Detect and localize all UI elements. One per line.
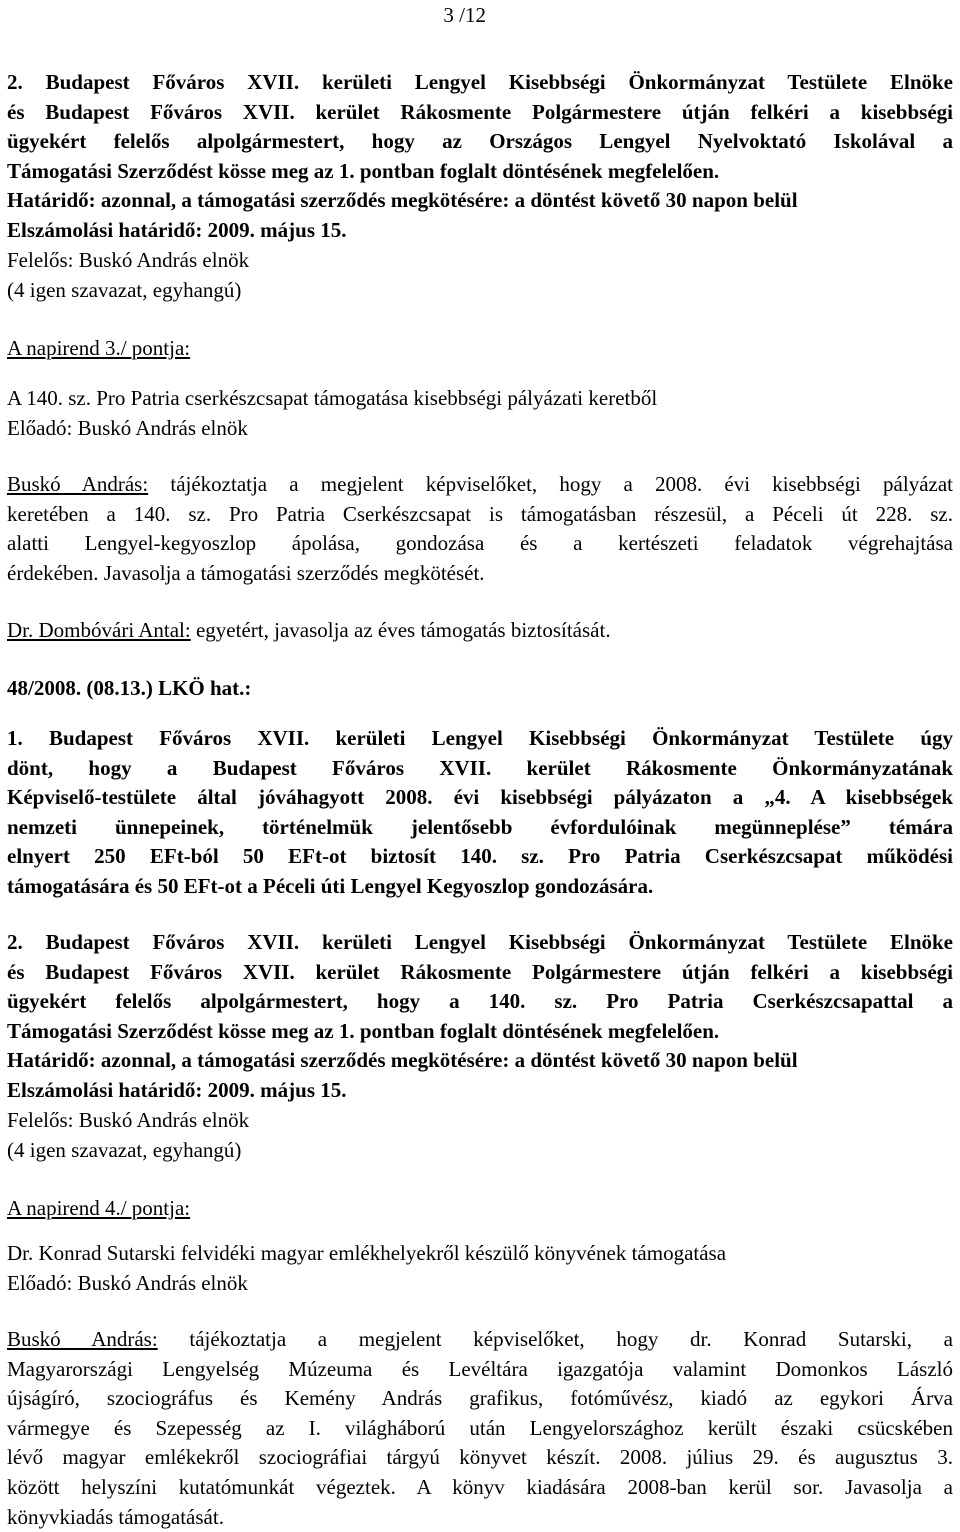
agenda-3 [7,334,953,364]
agenda-3-discussion [7,470,953,588]
speech-text: tájékoztatja a megjelent képviselőket, hogy a 2008. évi kisebbségi pályázat [148,472,953,496]
text-line: és Budapest Főváros XVII. kerület Rákosmente Polgármestere útján felkéri a kisebbségi [7,959,953,984]
text-line: között helyszíni kutatómunkát végeztek. A könyv kiadására 2008-ban kerül sor. Javasolja a [7,1474,953,1499]
text-line: támogatására és 50 EFt-ot a Péceli úti Lengyel Kegyoszlop gondozására. [7,873,654,898]
text-line: dönt, hogy a Budapest Főváros XVII. kerület Rákosmente Önkormányzatának [7,755,953,780]
deadline: Határidő: azonnal, a támogatási szerződés megkötésére: a döntést követő 30 napon belül [7,188,798,213]
text-line: vármegye és Szepesség az I. világháború után Lengyelországhoz került északi csücskében [7,1415,953,1440]
agenda-4 [7,1194,953,1224]
text-line: 1. Budapest Főváros XVII. kerületi Lengyel Kisebbségi Önkormányzat Testülete úgy [7,726,953,750]
text-line: nemzeti ünnepeinek, történelmük jelentősebb évfordulóinak megünneplése” témára [7,814,953,839]
responsible: Felelős: Buskó András elnök [7,248,250,272]
text-line: ügyekért felelős alpolgármestert, hogy az Országos Lengyel Nyelvoktató Iskolával a [7,129,953,154]
resolution-number [7,674,953,704]
responsible-vote-1 [7,246,953,305]
text-line: Magyarországi Lengyelség Múzeuma és Levéltára igazgatója valamint Domonkos László [7,1356,953,1381]
agenda-4-discussion [7,1325,953,1532]
agenda-title: A 140. sz. Pro Patria cserkészcsapat támogatása kisebbségi pályázati keretből [7,386,658,410]
presenter: Előadó: Buskó András elnök [7,415,248,440]
text-line: és Budapest Főváros XVII. kerület Rákosmente Polgármestere útján felkéri a kisebbségi [7,99,953,124]
agenda-heading: A napirend 3./ pontja: [7,336,191,360]
text-line: keretében a 140. sz. Pro Patria Cserkészcsapat is támogatásban részesül, a Péceli út 228. sz. [7,501,953,526]
text-line: újságíró, szociográfus és Kemény András grafikus, fotóművész, kiadó az egykori Árva [7,1386,953,1411]
text-line: elnyert 250 EFt-ból 50 EFt-ot biztosít 140. sz. Pro Patria Cserkészcsapat működési [7,844,953,869]
resolution-id: 48/2008. (08.13.) LKÖ hat.: [7,676,252,700]
page-number: 3 /12 [443,3,486,27]
text-line: 2. Budapest Főváros XVII. kerületi Lengyel Kisebbségi Önkormányzat Testülete Elnöke [7,70,953,94]
resolution-item-2 [7,928,953,1106]
vote-result: (4 igen szavazat, egyhangú) [7,1137,242,1162]
presenter: Előadó: Buskó András elnök [7,1270,248,1295]
agenda-title: Dr. Konrad Sutarski felvidéki magyar emlékhelyekről készülő könyvének támogatása [7,1241,727,1265]
text-line: könyvkiadás támogatását. [7,1504,224,1529]
text-line: Támogatási Szerződést kösse meg az 1. pontban foglalt döntésének megfelelően. [7,158,720,183]
speaker-name: Buskó András: [7,1327,158,1351]
speaker-name: Buskó András: [7,472,149,496]
agenda-3-comment [7,616,953,646]
speaker-name: Dr. Dombóvári Antal: [7,618,191,642]
text-line [7,1325,953,1355]
settlement-deadline: Elszámolási határidő: 2009. május 15. [7,1077,347,1102]
deadline: Határidő: azonnal, a támogatási szerződés megkötésére: a döntést követő 30 napon belül [7,1048,798,1073]
settlement-deadline: Elszámolási határidő: 2009. május 15. [7,217,347,242]
text-line [7,616,953,646]
text-line: érdekében. Javasolja a támogatási szerződés megkötését. [7,560,485,585]
resolution-item-1 [7,724,953,902]
speech-text: tájékoztatja a megjelent képviselőket, hogy dr. Konrad Sutarski, a [157,1327,953,1351]
text-line: Támogatási Szerződést kösse meg az 1. pontban foglalt döntésének megfelelően. [7,1018,720,1043]
agenda-4-title-block [7,1239,953,1298]
agenda-heading: A napirend 4./ pontja: [7,1196,191,1220]
responsible-vote-2 [7,1106,953,1165]
speech-text: egyetért, javasolja az éves támogatás biztosítását. [190,618,611,642]
text-line [7,470,953,500]
resolution-item-2-previous [7,68,953,246]
text-line: lévő magyar emlékekről szociográfiai tárgyú könyvet készít. 2008. július 29. és augusztus 3. [7,1445,953,1470]
text-line: 2. Budapest Főváros XVII. kerületi Lengyel Kisebbségi Önkormányzat Testülete Elnöke [7,930,953,954]
responsible: Felelős: Buskó András elnök [7,1108,250,1132]
text-line: ügyekért felelős alpolgármestert, hogy a 140. sz. Pro Patria Cserkészcsapattal a [7,989,953,1014]
text-line: alatti Lengyel-kegyoszlop ápolása, gondozása és a kertészeti feladatok végrehajtása [7,531,953,556]
vote-result: (4 igen szavazat, egyhangú) [7,277,242,302]
text-line: Képviselő-testülete által jóváhagyott 2008. évi kisebbségi pályázaton a „4. A kisebbségek [7,785,953,810]
agenda-3-title-block [7,384,953,443]
